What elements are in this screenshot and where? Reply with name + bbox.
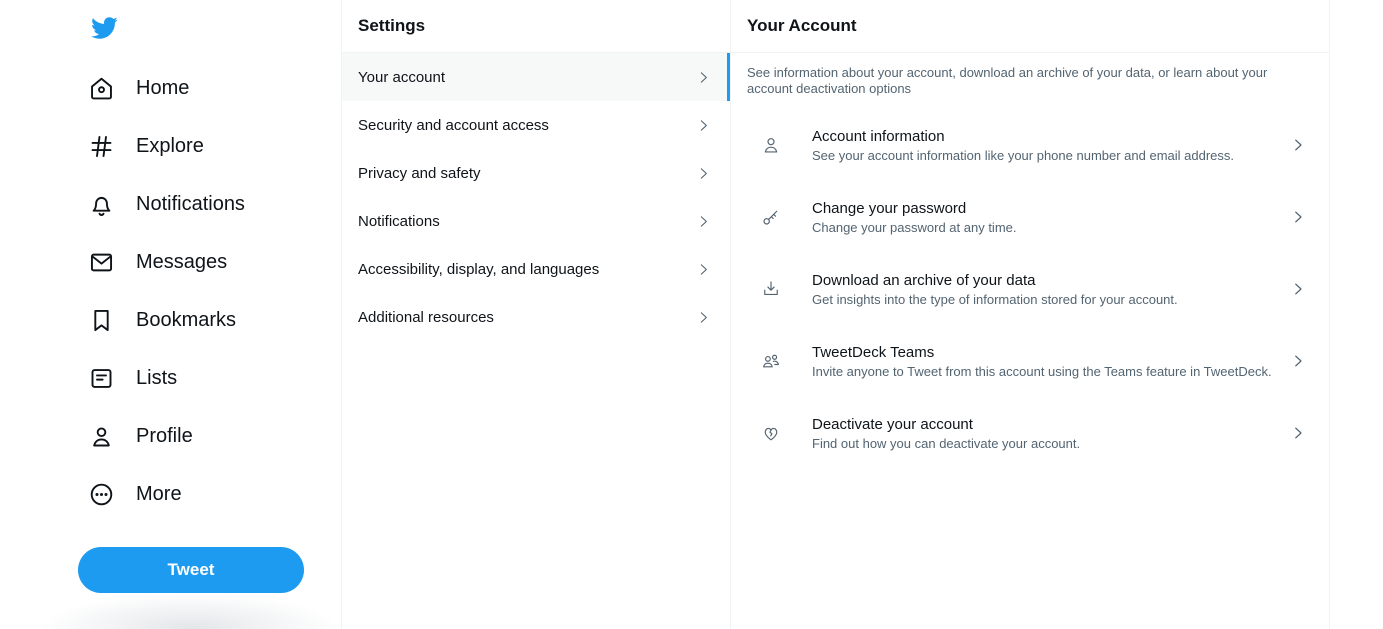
sidebar-item-label: More — [136, 482, 182, 505]
account-item-text — [812, 127, 1289, 164]
sidebar-item-notifications[interactable] — [0, 175, 341, 233]
settings-item-label: Your account — [358, 68, 446, 86]
sidebar-nav — [0, 59, 341, 523]
account-item-title: Change your password — [812, 199, 967, 217]
bookmarks-icon — [88, 307, 115, 334]
chevron-right-icon — [695, 165, 712, 182]
account-item-title: Account information — [812, 127, 945, 145]
bottom-shadow — [40, 593, 340, 629]
account-item-title: Deactivate your account — [812, 415, 973, 433]
settings-item-security[interactable] — [342, 101, 730, 149]
chevron-right-icon — [1289, 352, 1307, 370]
download-archive-item[interactable] — [731, 253, 1329, 325]
change-password-item[interactable] — [731, 181, 1329, 253]
tweet-button[interactable]: Tweet — [78, 547, 304, 593]
sidebar-item-bookmarks[interactable] — [0, 291, 341, 349]
team-icon — [761, 351, 781, 371]
sidebar-item-label: Home — [136, 76, 190, 99]
tweetdeck-teams-item[interactable] — [731, 325, 1329, 397]
deactivate-account-item[interactable] — [731, 397, 1329, 469]
sidebar-item-more[interactable] — [0, 465, 341, 523]
sidebar-item-label: Lists — [136, 366, 178, 389]
account-item-subtitle: Invite anyone to Tweet from this account using the Teams feature in TweetDeck. — [812, 363, 1272, 379]
chevron-right-icon — [695, 69, 712, 86]
twitter-bird-icon — [88, 14, 120, 42]
account-item-text — [812, 271, 1289, 308]
person-icon — [761, 135, 781, 155]
twitter-logo[interactable] — [0, 0, 341, 52]
account-information-item[interactable] — [731, 109, 1329, 181]
account-item-text — [812, 199, 1289, 236]
settings-item-label: Privacy and safety — [358, 164, 481, 182]
account-item-subtitle: Get insights into the type of information stored for your account. — [812, 291, 1178, 307]
home-icon — [88, 75, 115, 102]
sidebar-item-label: Bookmarks — [136, 308, 237, 331]
settings-item-label: Notifications — [358, 212, 440, 230]
chevron-right-icon — [695, 213, 712, 230]
settings-item-label: Accessibility, display, and languages — [358, 260, 600, 278]
chevron-right-icon — [695, 309, 712, 326]
account-item-text — [812, 415, 1289, 452]
sidebar-item-home[interactable] — [0, 59, 341, 117]
account-item-subtitle: Change your password at any time. — [812, 219, 1017, 235]
sidebar-item-label: Notifications — [136, 192, 245, 215]
sidebar-item-label: Messages — [136, 250, 228, 273]
broken-heart-icon — [761, 423, 781, 443]
settings-item-label: Additional resources — [358, 308, 494, 326]
sidebar-item-messages[interactable] — [0, 233, 341, 291]
account-item-text — [812, 343, 1289, 380]
chevron-right-icon — [1289, 424, 1307, 442]
account-item-title: TweetDeck Teams — [812, 343, 935, 361]
settings-menu-panel — [342, 0, 731, 629]
account-item-title: Download an archive of your data — [812, 271, 1036, 289]
your-account-description: See information about your account, download an archive of your data, or learn about your account deactivation options — [747, 65, 1268, 96]
chevron-right-icon — [695, 261, 712, 278]
your-account-title: Your Account — [731, 0, 1329, 53]
key-icon — [761, 207, 781, 227]
sidebar — [0, 0, 342, 629]
settings-item-accessibility[interactable] — [342, 245, 730, 293]
messages-icon — [88, 249, 115, 276]
sidebar-item-lists[interactable] — [0, 349, 341, 407]
profile-icon — [88, 423, 115, 450]
settings-item-notifications[interactable] — [342, 197, 730, 245]
sidebar-item-label: Explore — [136, 134, 204, 157]
sidebar-item-profile[interactable] — [0, 407, 341, 465]
account-item-subtitle: See your account information like your phone number and email address. — [812, 147, 1235, 163]
sidebar-item-explore[interactable] — [0, 117, 341, 175]
download-icon — [761, 279, 781, 299]
chevron-right-icon — [1289, 208, 1307, 226]
your-account-panel — [731, 0, 1330, 629]
account-item-subtitle: Find out how you can deactivate your account. — [812, 435, 1081, 451]
notifications-icon — [88, 191, 115, 218]
lists-icon — [88, 365, 115, 392]
settings-item-additional-resources[interactable] — [342, 293, 730, 341]
chevron-right-icon — [1289, 136, 1307, 154]
settings-title: Settings — [342, 0, 730, 53]
sidebar-item-label: Profile — [136, 424, 193, 447]
settings-item-your-account[interactable] — [342, 53, 730, 101]
more-icon — [88, 481, 115, 508]
chevron-right-icon — [1289, 280, 1307, 298]
settings-item-privacy[interactable] — [342, 149, 730, 197]
explore-icon — [88, 133, 115, 160]
chevron-right-icon — [695, 117, 712, 134]
settings-item-label: Security and account access — [358, 116, 549, 134]
